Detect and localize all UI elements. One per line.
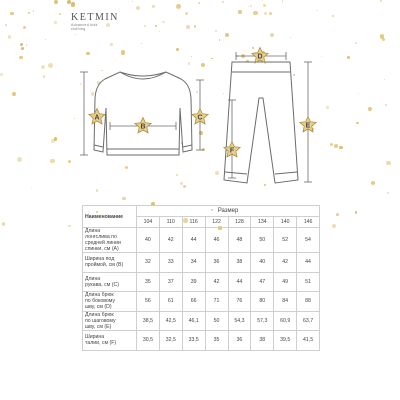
row-label-line: средней линии	[85, 240, 121, 246]
table-cell: 57,3	[251, 311, 274, 331]
size-col-header: 110	[159, 217, 182, 228]
star-letter: E	[305, 122, 311, 130]
measure-star-d	[252, 48, 268, 63]
table-cell: 47	[251, 272, 274, 292]
confetti-dot	[336, 213, 339, 216]
row-label-line: Длина	[85, 228, 101, 234]
row-label-line: шву, см (D)	[85, 304, 112, 311]
table-row	[83, 272, 320, 292]
table-cell: 44	[182, 228, 205, 253]
table-cell: 76	[228, 292, 251, 312]
table-cell: 33,5	[182, 331, 205, 351]
confetti-dot	[68, 225, 71, 228]
row-label-line: Ширина	[85, 334, 105, 341]
table-cell: 38,5	[137, 311, 160, 331]
table-cell: 41,5	[297, 331, 320, 351]
table-cell: 42	[205, 272, 228, 292]
table-cell: 50	[205, 311, 228, 331]
row-label	[83, 311, 137, 331]
table-cell: 61	[159, 292, 182, 312]
row-label-line: шву, см (E)	[85, 323, 112, 330]
table-cell: 39,5	[274, 331, 297, 351]
row-label	[83, 228, 137, 253]
table-cell: 63,7	[297, 311, 320, 331]
table-cell: 38	[251, 331, 274, 351]
size-col-header: 122	[205, 217, 228, 228]
table-cell: 54,3	[228, 311, 251, 331]
confetti-dot	[2, 222, 6, 226]
row-label	[83, 292, 137, 312]
row-label	[83, 253, 137, 273]
table-cell: 36	[205, 253, 228, 273]
star-letter: F	[229, 147, 235, 155]
row-label-line: лонгслива по	[85, 234, 117, 240]
table-corner-header: Наименование	[83, 206, 137, 228]
table-cell: 52	[274, 228, 297, 253]
table-cell: 46	[205, 228, 228, 253]
table-cell: 71	[205, 292, 228, 312]
row-label-line: по шаговому	[85, 317, 116, 324]
row-label-line: спинки, см (A)	[85, 246, 119, 252]
table-cell: 49	[274, 272, 297, 292]
size-col-header: 134	[251, 217, 274, 228]
table-cell: 33	[159, 253, 182, 273]
table-cell: 38	[228, 253, 251, 273]
table-cell: 30,5	[137, 331, 160, 351]
row-label-line: рукава, см (C)	[85, 281, 119, 288]
row-label-line: по боковому	[85, 298, 116, 305]
table-cell: 39	[182, 272, 205, 292]
size-table	[82, 205, 320, 351]
row-label-line: талии, см (F)	[85, 340, 117, 347]
table-cell: 50	[251, 228, 274, 253]
table-cell: 84	[274, 292, 297, 312]
table-cell: 48	[228, 228, 251, 253]
size-col-header: 104	[137, 217, 160, 228]
size-table-container	[82, 205, 320, 351]
table-cell: 35	[137, 272, 160, 292]
row-label-line: Длина брюк	[85, 292, 114, 299]
table-row	[83, 311, 320, 331]
star-letter: C	[197, 114, 203, 122]
table-row	[83, 331, 320, 351]
row-label	[83, 331, 137, 351]
table-cell: 80	[251, 292, 274, 312]
confetti-dot	[355, 211, 358, 214]
row-label-line: Ширина под	[85, 256, 115, 263]
row-label-line: Длина	[85, 275, 101, 282]
table-cell: 32	[137, 253, 160, 273]
size-col-header: 128	[228, 217, 251, 228]
table-cell: 88	[297, 292, 320, 312]
table-cell: 42	[274, 253, 297, 273]
row-label	[83, 272, 137, 292]
table-cell: 56	[137, 292, 160, 312]
table-row	[83, 228, 320, 253]
table-cell: 66	[182, 292, 205, 312]
table-cell: 40	[251, 253, 274, 273]
row-label-line: Длина брюк	[85, 311, 114, 318]
star-letter: A	[94, 114, 100, 122]
row-label-line: проймой, см (B)	[85, 262, 124, 269]
star-letter: D	[257, 53, 263, 61]
longsleeve-outline	[94, 72, 192, 155]
brand-tagline: Advanced kids	[71, 23, 98, 27]
table-cell: 42,5	[159, 311, 182, 331]
table-cell: 44	[297, 253, 320, 273]
table-row	[83, 292, 320, 312]
table-cell: 34	[182, 253, 205, 273]
confetti-dot	[332, 224, 336, 228]
table-cell: 54	[297, 228, 320, 253]
table-cell: 44	[228, 272, 251, 292]
size-col-header: 146	[297, 217, 320, 228]
table-cell: 51	[297, 272, 320, 292]
size-col-header: 116	[182, 217, 205, 228]
table-cell: 42	[159, 228, 182, 253]
table-cell: 40	[137, 228, 160, 253]
table-row	[83, 253, 320, 273]
table-cell: 37	[159, 272, 182, 292]
table-cell: 46,1	[182, 311, 205, 331]
brand-name: KETMIN	[71, 12, 119, 23]
table-cell: 36	[228, 331, 251, 351]
star-letter: B	[140, 123, 146, 131]
size-header: Размер	[137, 206, 320, 217]
brand-tagline-2: clothing	[71, 27, 86, 31]
table-cell: 35	[205, 331, 228, 351]
size-col-header: 140	[274, 217, 297, 228]
table-cell: 32,5	[159, 331, 182, 351]
pants-outline	[224, 62, 298, 183]
table-cell: 60,9	[274, 311, 297, 331]
